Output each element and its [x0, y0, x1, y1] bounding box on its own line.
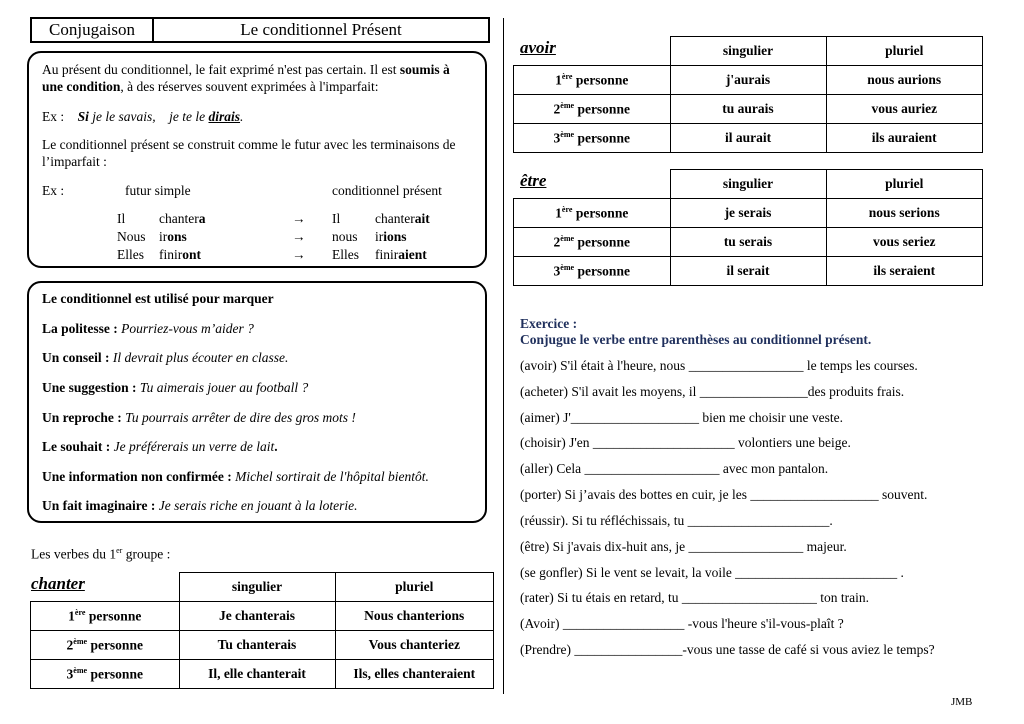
construction-paragraph: Le conditionnel présent se construit comme le futur avec les terminaisons de l’imparfait :	[42, 137, 456, 169]
chanter-table	[30, 572, 494, 689]
table-header-row: singulier pluriel	[514, 37, 983, 66]
usage-title: Le conditionnel est utilisé pour marquer	[42, 291, 274, 306]
usage-item: Une suggestion : Tu aimerais jouer au football ?	[42, 380, 309, 395]
verb-label-etre: être	[520, 171, 547, 190]
table-row: 1ère personne Je chanterais Nous chanterions	[31, 602, 494, 631]
footer-initials: JMB	[951, 696, 973, 708]
exercise-line: (aller) Cela ____________________ avec mon pantalon.	[520, 461, 829, 476]
usage-item: Un fait imaginaire : Je serais riche en jouant à la loterie.	[42, 498, 358, 513]
page-title: Le conditionnel Présent	[240, 20, 402, 39]
usage-item: Un reproche : Tu pourrais arrêter de dire des gros mots !	[42, 410, 356, 425]
exercise-line: (avoir) S'il était à l'heure, nous _________________ le temps les courses.	[520, 358, 918, 373]
table-row: 3ème personne Il, elle chanterait Ils, elles chanteraient	[31, 660, 494, 689]
subject-label: Conjugaison	[32, 19, 154, 41]
verb-label-avoir: avoir	[520, 38, 556, 57]
exercise-title: Exercice :	[520, 316, 578, 331]
table-row: 2ème personne tu aurais vous auriez	[514, 95, 983, 124]
intro-example: Ex : Si je le savais, je te le dirais.	[42, 109, 244, 124]
table-row: 2ème personne tu serais vous seriez	[514, 228, 983, 257]
table-row: 3ème personne il serait ils seraient	[514, 257, 983, 286]
arrow-icon: →	[292, 211, 306, 226]
usage-item: Un conseil : Il devrait plus écouter en classe.	[42, 350, 289, 365]
col-futur: futur simple	[125, 183, 191, 198]
exercise-line: (porter) Si j’avais des bottes en cuir, je les ___________________ souvent.	[520, 487, 928, 502]
exercise-line: (être) Si j'avais dix-huit ans, je _________________ majeur.	[520, 539, 847, 554]
table-header-row: singulier pluriel	[514, 170, 983, 199]
usage-box	[27, 281, 487, 523]
exercise-line: (choisir) J'en _____________________ volontiers une beige.	[520, 435, 851, 450]
usage-item: La politesse : Pourriez-vous m’aider ?	[42, 321, 254, 336]
intro-box: Au présent du conditionnel, le fait exprimé n'est pas certain. Il est soumis à une condition, à des réserves souvent exprimées à l'imparfait: Ex : Si je le savais, je te le dirais. Le conditionnel présent se construit comme le futur avec les terminaisons de l’imparfait : Ex : futur simple conditionnel présent Il chantera → Il chanterait Nous irons → nous irions Elles finiront → Elles finiraient	[27, 51, 487, 268]
arrow-icon: →	[292, 247, 306, 262]
exercise-instruction: Conjugue le verbe entre parenthèses au conditionnel présent.	[520, 332, 872, 347]
exercise-line: (Avoir) __________________ -vous l'heure s'il-vous-plaît ?	[520, 616, 844, 631]
group1-label: Les verbes du 1er groupe :	[31, 546, 171, 562]
arrow-icon: →	[292, 229, 306, 244]
usage-item: Le souhait : Je préférerais un verre de lait.	[42, 439, 278, 454]
table-row: 1ère personne j'aurais nous aurions	[514, 66, 983, 95]
exercise-line: (Prendre) ________________-vous une tasse de café si vous aviez le temps?	[520, 642, 935, 657]
exercise-line: (aimer) J'___________________ bien me choisir une veste.	[520, 410, 843, 425]
table-row: 1ère personne je serais nous serions	[514, 199, 983, 228]
usage-item: Une information non confirmée : Michel sortirait de l'hôpital bientôt.	[42, 469, 429, 484]
avoir-table	[513, 36, 983, 153]
title-box	[30, 17, 490, 43]
exercise-line: (se gonfler) Si le vent se levait, la voile ________________________ .	[520, 565, 904, 580]
exercise-line: (rater) Si tu étais en retard, tu ____________________ ton train.	[520, 590, 870, 605]
table-header-row: singulier pluriel	[31, 573, 494, 602]
col-cond: conditionnel présent	[332, 183, 442, 198]
exercise-line: (réussir). Si tu réfléchissais, tu _____________________.	[520, 513, 833, 528]
intro-paragraph: Au présent du conditionnel, le fait exprimé n'est pas certain. Il est soumis à une condition, à des réserves souvent exprimées à l'imparfait:	[42, 62, 450, 94]
ex2-label: Ex :	[42, 183, 65, 198]
table-row: 2ème personne Tu chanterais Vous chanteriez	[31, 631, 494, 660]
verb-label-chanter: chanter	[31, 574, 85, 593]
table-row: 3ème personne il aurait ils auraient	[514, 124, 983, 153]
column-divider	[503, 18, 504, 694]
exercise-line: (acheter) S'il avait les moyens, il ________________des produits frais.	[520, 384, 905, 399]
etre-table	[513, 169, 983, 286]
